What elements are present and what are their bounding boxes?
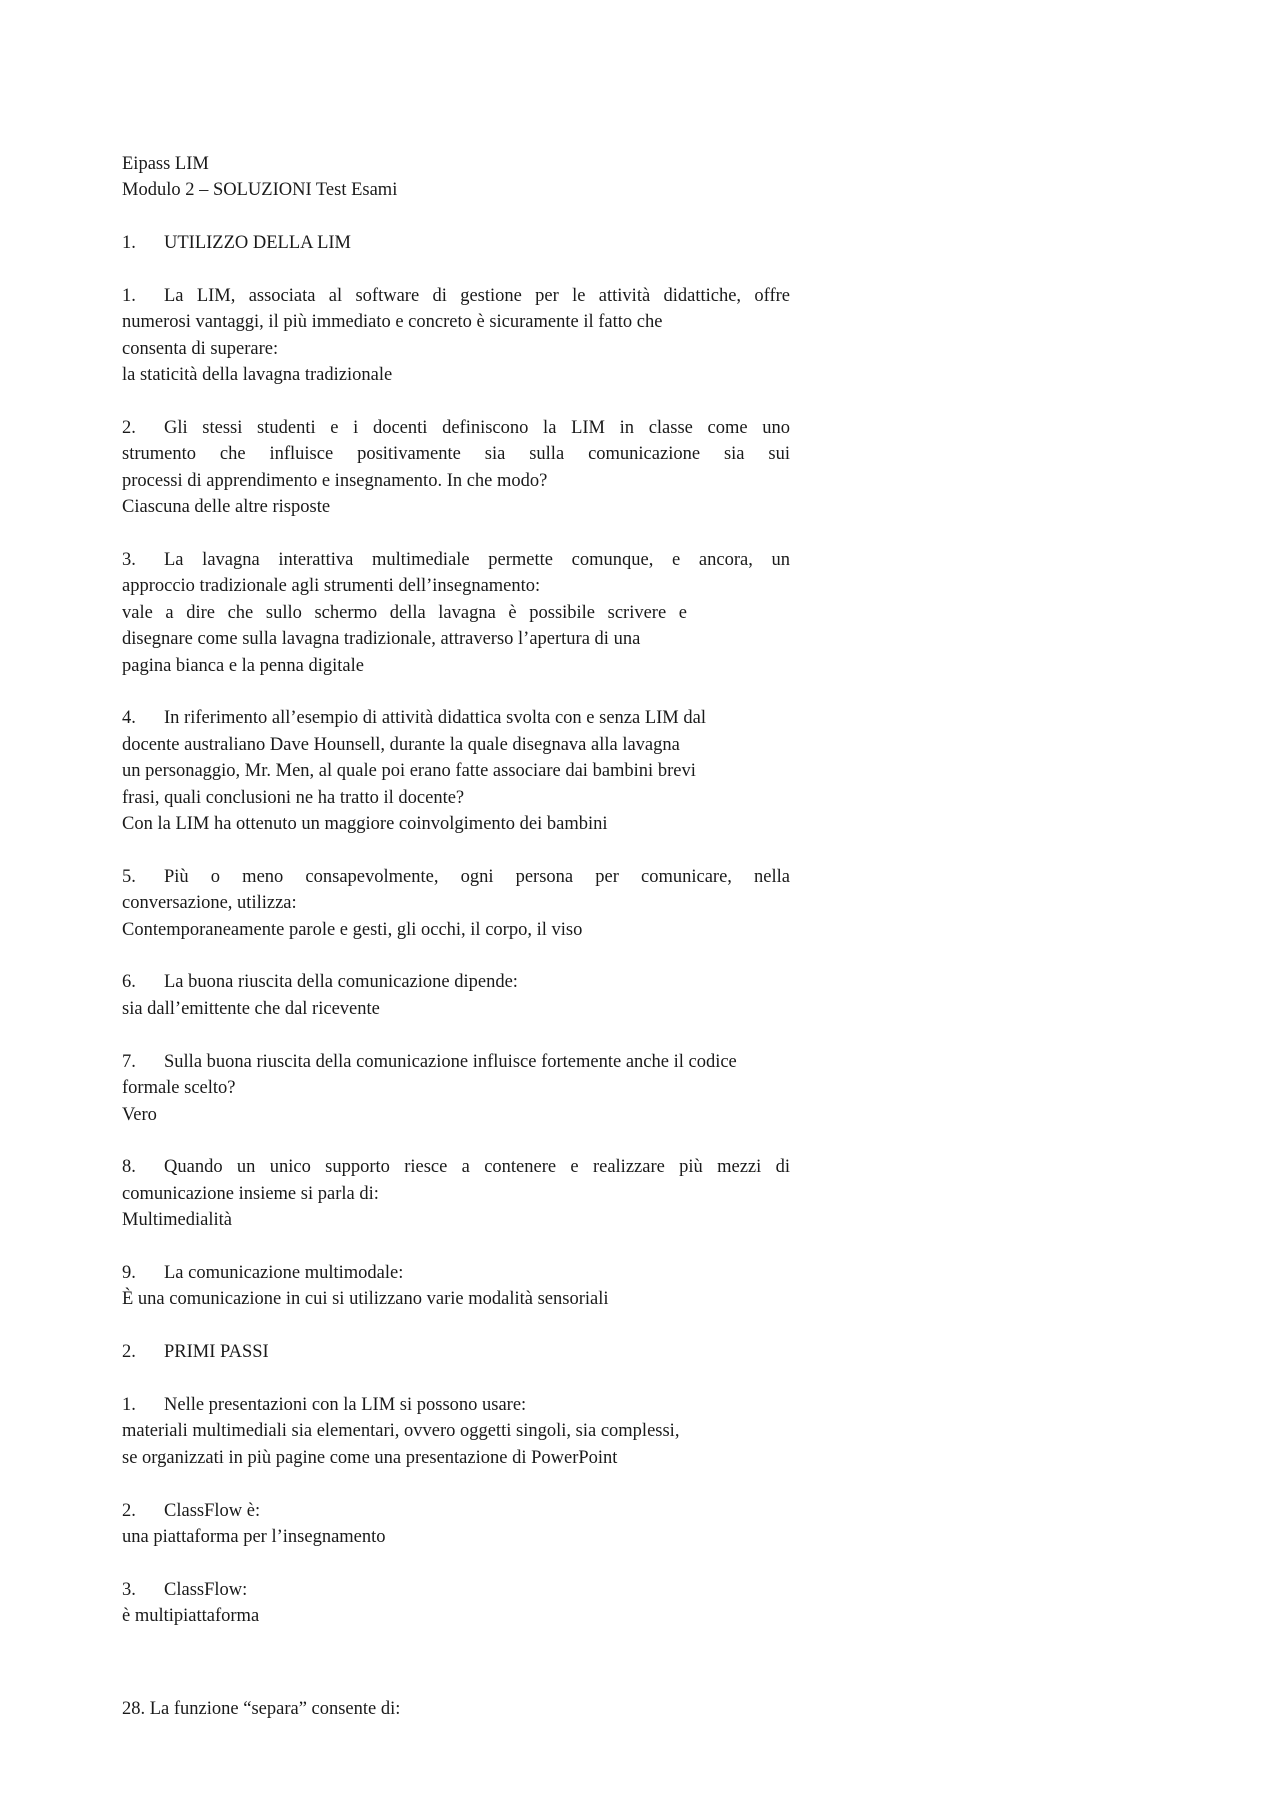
question-text xyxy=(122,547,790,573)
sections-container xyxy=(122,230,822,1656)
question-number: 6. xyxy=(122,972,136,993)
answer-text: vale a dire che sullo schermo della lavagna è possibile scrivere e xyxy=(122,602,687,623)
final-question: 28. La funzione “separa” consente di: xyxy=(122,1698,401,1719)
question-block xyxy=(122,1260,822,1313)
section-number: 1. xyxy=(122,233,136,254)
question-text-continued: frasi, quali conclusioni ne ha tratto il docente? xyxy=(122,787,465,808)
question-line: Gli stessi studenti e i docenti definiscono la LIM in classe come uno xyxy=(164,418,790,439)
question-block xyxy=(122,283,822,389)
question-text-continued: consenta di superare: xyxy=(122,338,279,359)
section-title: PRIMI PASSI xyxy=(164,1342,269,1363)
document-subtitle: Modulo 2 – SOLUZIONI Test Esami xyxy=(122,180,398,201)
question-line: Più o meno consapevolmente, ogni persona per comunicare, nella xyxy=(164,866,790,887)
question-text xyxy=(122,1154,790,1180)
question-text xyxy=(122,864,790,890)
answer-text: è multipiattaforma xyxy=(122,1606,260,1627)
question-number: 8. xyxy=(122,1157,136,1178)
question-text-continued: approccio tradizionale agli strumenti dell’insegnamento: xyxy=(122,576,541,597)
question-text-continued: strumento che influisce positivamente sia sulla comunicazione sia sui xyxy=(122,444,790,465)
question-text xyxy=(122,1498,822,1524)
section-number: 2. xyxy=(122,1342,136,1363)
question-text xyxy=(122,415,790,441)
question-text xyxy=(122,969,822,995)
question-block xyxy=(122,415,822,521)
question-number: 1. xyxy=(122,286,136,306)
answer-text: disegnare come sulla lavagna tradizionale, attraverso l’apertura di una xyxy=(122,629,641,650)
question-line: Nelle presentazioni con la LIM si possono usare: xyxy=(164,1394,527,1415)
question-block xyxy=(122,864,822,943)
question-text xyxy=(122,705,822,731)
question-line: La comunicazione multimodale: xyxy=(164,1262,404,1283)
document-title: Eipass LIM xyxy=(122,154,209,174)
question-number: 2. xyxy=(122,1500,136,1521)
section-title: UTILIZZO DELLA LIM xyxy=(164,233,352,254)
question-line: La lavagna interattiva multimediale permette comunque, e ancora, un xyxy=(164,550,790,571)
answer-text: pagina bianca e la penna digitale xyxy=(122,655,364,676)
question-text xyxy=(122,1392,822,1418)
answer-text: È una comunicazione in cui si utilizzano varie modalità sensoriali xyxy=(122,1289,609,1310)
question-text xyxy=(122,283,790,309)
question-line: In riferimento all’esempio di attività didattica svolta con e senza LIM dal xyxy=(164,708,706,729)
question-text xyxy=(122,1260,822,1286)
section-heading xyxy=(122,1339,822,1365)
question-block xyxy=(122,1049,822,1128)
question-number: 2. xyxy=(122,418,136,439)
question-number: 4. xyxy=(122,708,136,729)
question-block xyxy=(122,1392,822,1471)
question-block xyxy=(122,969,822,1022)
question-text-continued: conversazione, utilizza: xyxy=(122,893,297,914)
question-number: 1. xyxy=(122,1394,136,1415)
answer-text: Vero xyxy=(122,1104,157,1125)
answer-text: materiali multimediali sia elementari, ovvero oggetti singoli, sia complessi, xyxy=(122,1421,680,1442)
question-block xyxy=(122,1498,822,1551)
answer-text: Contemporaneamente parole e gesti, gli occhi, il corpo, il viso xyxy=(122,919,583,940)
document-page xyxy=(122,151,822,1722)
question-text xyxy=(122,1049,822,1075)
answer-text: sia dall’emittente che dal ricevente xyxy=(122,998,380,1019)
answer-text: Con la LIM ha ottenuto un maggiore coinvolgimento dei bambini xyxy=(122,814,608,835)
question-line: ClassFlow: xyxy=(164,1579,248,1600)
question-number: 3. xyxy=(122,1579,136,1600)
question-block xyxy=(122,705,822,837)
question-block xyxy=(122,1154,822,1233)
question-number: 7. xyxy=(122,1051,136,1072)
question-text-continued: formale scelto? xyxy=(122,1078,236,1099)
question-line: La buona riuscita della comunicazione dipende: xyxy=(164,972,518,993)
answer-text: una piattaforma per l’insegnamento xyxy=(122,1526,386,1547)
question-line: Sulla buona riuscita della comunicazione influisce fortemente anche il codice xyxy=(164,1051,737,1072)
question-text-continued: comunicazione insieme si parla di: xyxy=(122,1183,379,1204)
question-block xyxy=(122,547,822,679)
question-text-continued: processi di apprendimento e insegnamento. In che modo? xyxy=(122,470,548,491)
answer-text: Ciascuna delle altre risposte xyxy=(122,497,331,518)
answer-text: se organizzati in più pagine come una presentazione di PowerPoint xyxy=(122,1447,618,1468)
question-text-continued: numerosi vantaggi, il più immediato e concreto è sicuramente il fatto che xyxy=(122,312,663,333)
question-line: Quando un unico supporto riesce a contenere e realizzare più mezzi di xyxy=(164,1157,790,1178)
section-heading xyxy=(122,230,822,256)
question-text-continued: un personaggio, Mr. Men, al quale poi erano fatte associare dai bambini brevi xyxy=(122,761,696,782)
question-line: La LIM, associata al software di gestione per le attività didattiche, offre xyxy=(164,286,790,306)
question-block xyxy=(122,1577,822,1630)
question-text xyxy=(122,1577,822,1603)
answer-text: la staticità della lavagna tradizionale xyxy=(122,365,393,386)
question-text-continued: docente australiano Dave Hounsell, durante la quale disegnava alla lavagna xyxy=(122,734,680,755)
question-line: ClassFlow è: xyxy=(164,1500,261,1521)
question-number: 9. xyxy=(122,1262,136,1283)
question-number: 5. xyxy=(122,866,136,887)
answer-text: Multimedialità xyxy=(122,1210,232,1231)
question-number: 3. xyxy=(122,550,136,571)
